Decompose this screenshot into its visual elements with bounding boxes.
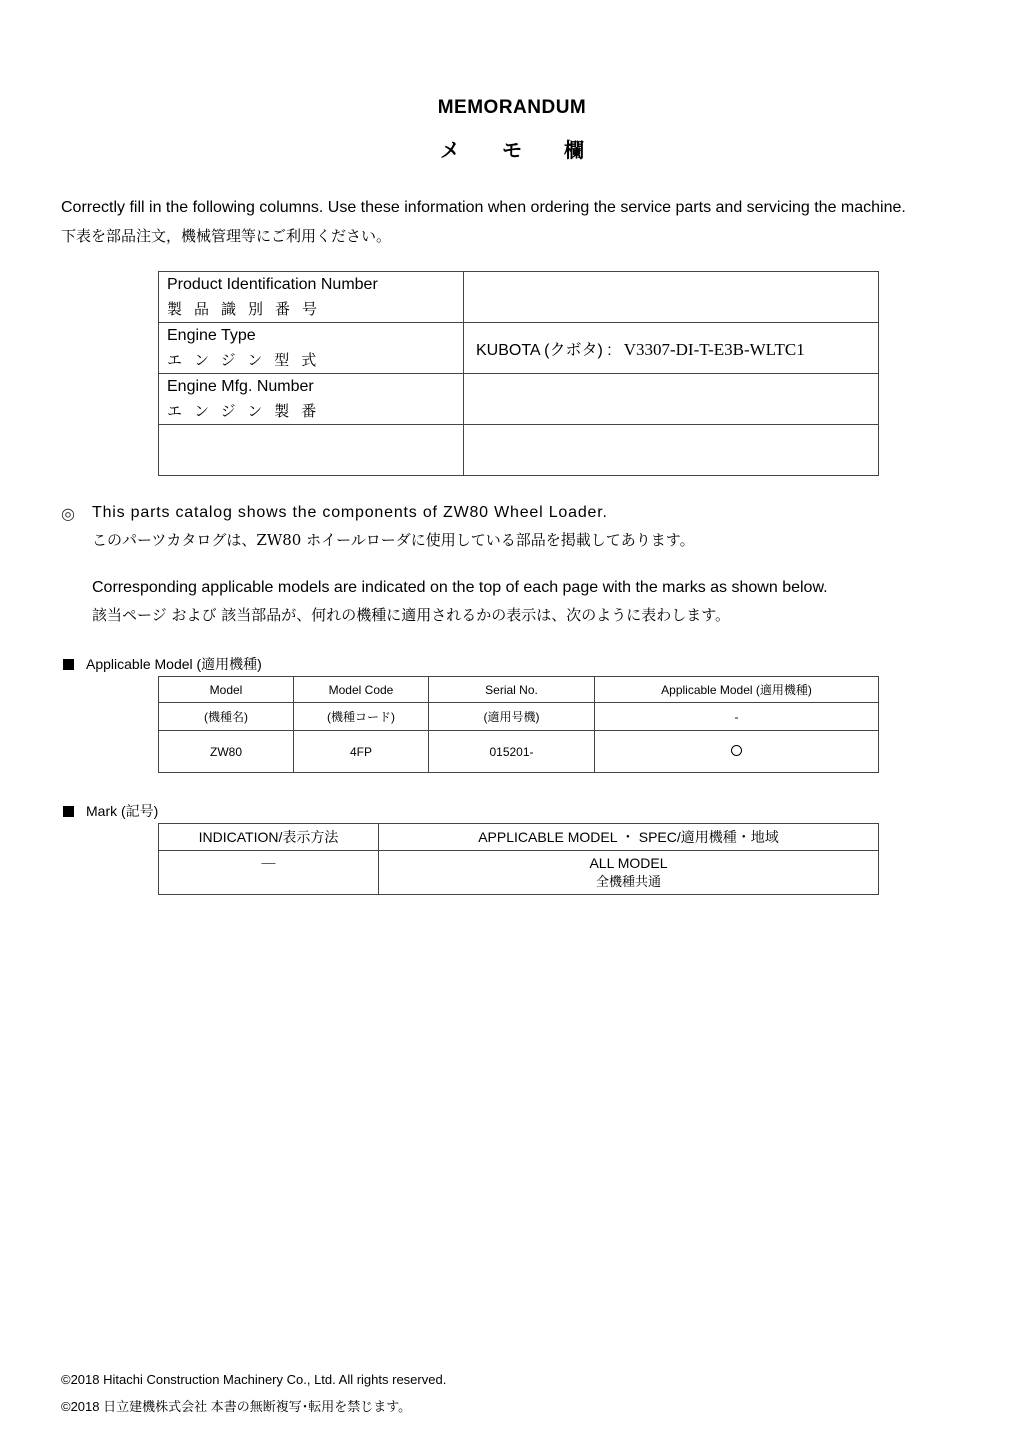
header-applicable-spec: APPLICABLE MODEL ・ SPEC/適用機種・地域 — [379, 824, 879, 851]
header-serial-jp: (適用号機) — [429, 703, 595, 731]
ident-label: Engine Type エンジン型式 — [159, 323, 464, 374]
ident-value-engine-type[interactable] — [464, 323, 879, 374]
indication-value: — — [159, 851, 379, 895]
models-note-jp: 該当ページ および 該当部品が、何れの機種に適用されるかの表示は、次のように表わします。 — [92, 606, 731, 624]
copyright-en: ©2018 Hitachi Construction Machinery Co., Ltd. All rights reserved. — [61, 1372, 447, 1387]
identification-table — [158, 271, 879, 476]
ident-label: Engine Mfg. Number エンジン製番 — [159, 374, 464, 425]
ident-label-blank — [159, 425, 464, 476]
bullseye-icon: ◎ — [61, 504, 75, 523]
model-code-value: 4FP — [294, 731, 429, 773]
page-title: MEMORANDUM — [437, 97, 587, 118]
catalog-note: This parts catalog shows the components of ZW80 Wheel Loader. — [92, 504, 608, 521]
ident-label: Product Identification Number 製品識別番号 — [159, 272, 464, 323]
applicable-model-table — [158, 676, 879, 773]
header-model-code-jp: (機種コード) — [294, 703, 429, 731]
mark-heading: Mark (記号) — [63, 801, 158, 821]
models-note: Corresponding applicable models are indicated on the top of each page with the marks as shown below. — [92, 579, 828, 596]
header-applicable-model-dash: - — [595, 703, 879, 731]
header-model: Model — [159, 677, 294, 703]
applicable-mark-cell — [595, 731, 879, 773]
square-bullet-icon — [63, 806, 74, 817]
engine-maker: KUBOTA (クボタ) : — [476, 341, 612, 359]
square-bullet-icon — [63, 659, 74, 670]
header-indication: INDICATION/表示方法 — [159, 824, 379, 851]
header-serial: Serial No. — [429, 677, 595, 703]
catalog-note-jp: このパーツカタログは、ZW80 ホイールローダに使用している部品を掲載してあります。 — [92, 531, 695, 549]
intro-text: Correctly fill in the following columns. Use these information when ordering the service parts and servicing the machine. — [61, 199, 906, 216]
header-model-jp: (機種名) — [159, 703, 294, 731]
model-value: ZW80 — [159, 731, 294, 773]
page-title-jp: メモ欄 — [440, 138, 626, 162]
copyright-jp: ©2018 日立建機株式会社 本書の無断複写･転用を禁じます。 — [61, 1399, 412, 1414]
ident-value-blank[interactable] — [464, 425, 879, 476]
mark-table — [158, 823, 879, 895]
header-applicable-model: Applicable Model (適用機種) — [595, 677, 879, 703]
intro-text-jp: 下表を部品注文，機械管理等にご利用ください。 — [61, 227, 392, 245]
header-model-code: Model Code — [294, 677, 429, 703]
ident-value-engine-mfg-number[interactable] — [464, 374, 879, 425]
applicable-model-heading: Applicable Model (適用機種) — [63, 654, 262, 674]
engine-type-value: V3307-DI-T-E3B-WLTC1 — [623, 339, 805, 359]
applicable-value: ALL MODEL 全機種共通 — [379, 851, 879, 895]
serial-value: 015201- — [429, 731, 595, 773]
circle-mark-icon — [731, 745, 742, 756]
ident-value-product-number[interactable] — [464, 272, 879, 323]
